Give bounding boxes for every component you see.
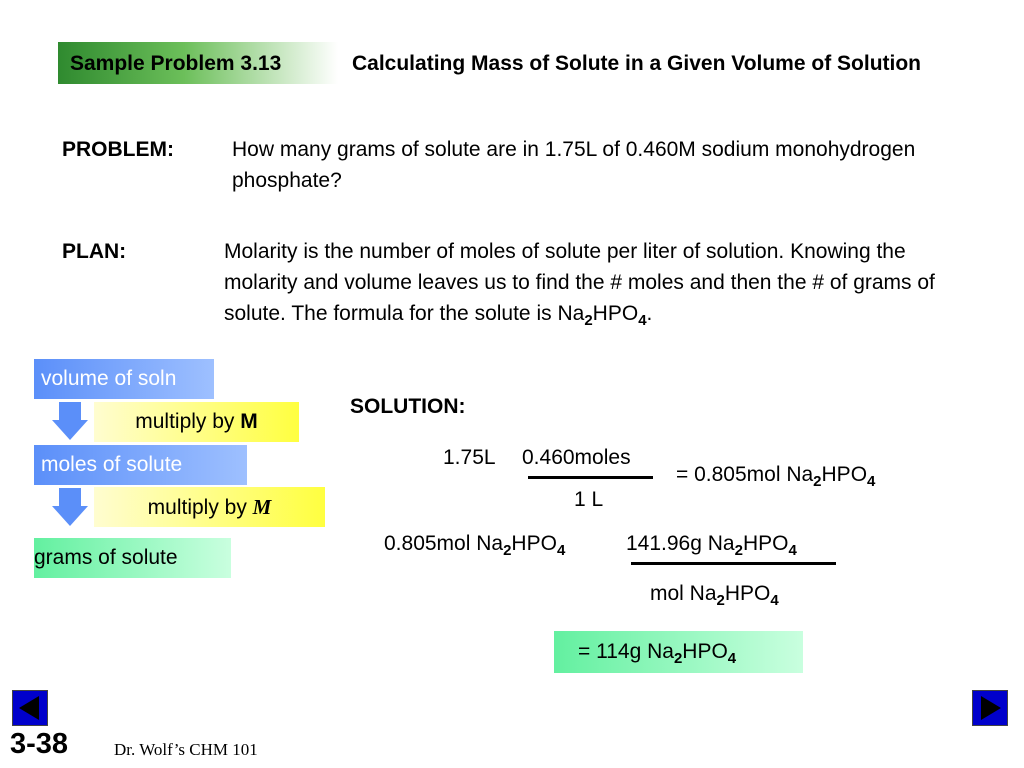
calc1-fraction-bar [528,476,653,479]
slide-number: 3-38 [10,728,69,760]
flow-arrow-2-icon [52,488,88,526]
calc2-denominator: mol $Na_2HPO_4$ [650,582,779,609]
calc2-fraction-bar [631,562,836,565]
calc2-moles: 0.805mol $Na_2HPO_4$ [384,532,566,559]
right-triangle-icon [981,696,1001,720]
calc1-result: = 0.805mol $Na_2HPO_4$ [676,463,876,490]
next-slide-button[interactable] [972,690,1008,726]
plan-formula: $Na_2HPO_4$. [557,302,653,329]
course-name: Dr. Wolf’s CHM 101 [114,740,258,759]
slide-title: Calculating Mass of Solute in a Given Volume of Solution [352,52,921,75]
calc1-volume: 1.75L [443,446,496,469]
left-triangle-icon [19,696,39,720]
calc1-denominator: 1 L [574,488,604,511]
flow-step-moles: moles of solute [34,445,247,485]
plan-text-body: Molarity is the number of moles of solute per liter of solution. Knowing the molarity and volume leaves us to find the # moles and then the # of grams of solute. The formula for the solute is [224,240,935,325]
sample-problem-label: Sample Problem 3.13 [70,52,282,75]
calc1-numerator: 0.460moles [522,446,631,469]
flow-arrow-1-icon [52,402,88,440]
plan-text [224,236,954,336]
solution-label: SOLUTION: [350,395,466,418]
plan-label: PLAN: [62,240,127,263]
problem-label: PROBLEM: [62,138,174,161]
previous-slide-button[interactable] [12,690,48,726]
flow-step-volume: volume of soln [34,359,214,399]
flow-op-multiply-molar-mass: multiply by M [94,487,325,527]
sample-problem-badge [58,42,338,84]
calc2-numerator: 141.96g $Na_2HPO_4$ [626,532,797,559]
final-answer-box: = 114g $Na_2HPO_4$ [554,631,803,673]
flow-op-multiply-molarity: multiply by M [94,402,299,442]
flow-step-grams: grams of solute [34,538,231,578]
problem-text: How many grams of solute are in 1.75L of 0.460M sodium monohydrogen phosphate? [232,138,916,192]
